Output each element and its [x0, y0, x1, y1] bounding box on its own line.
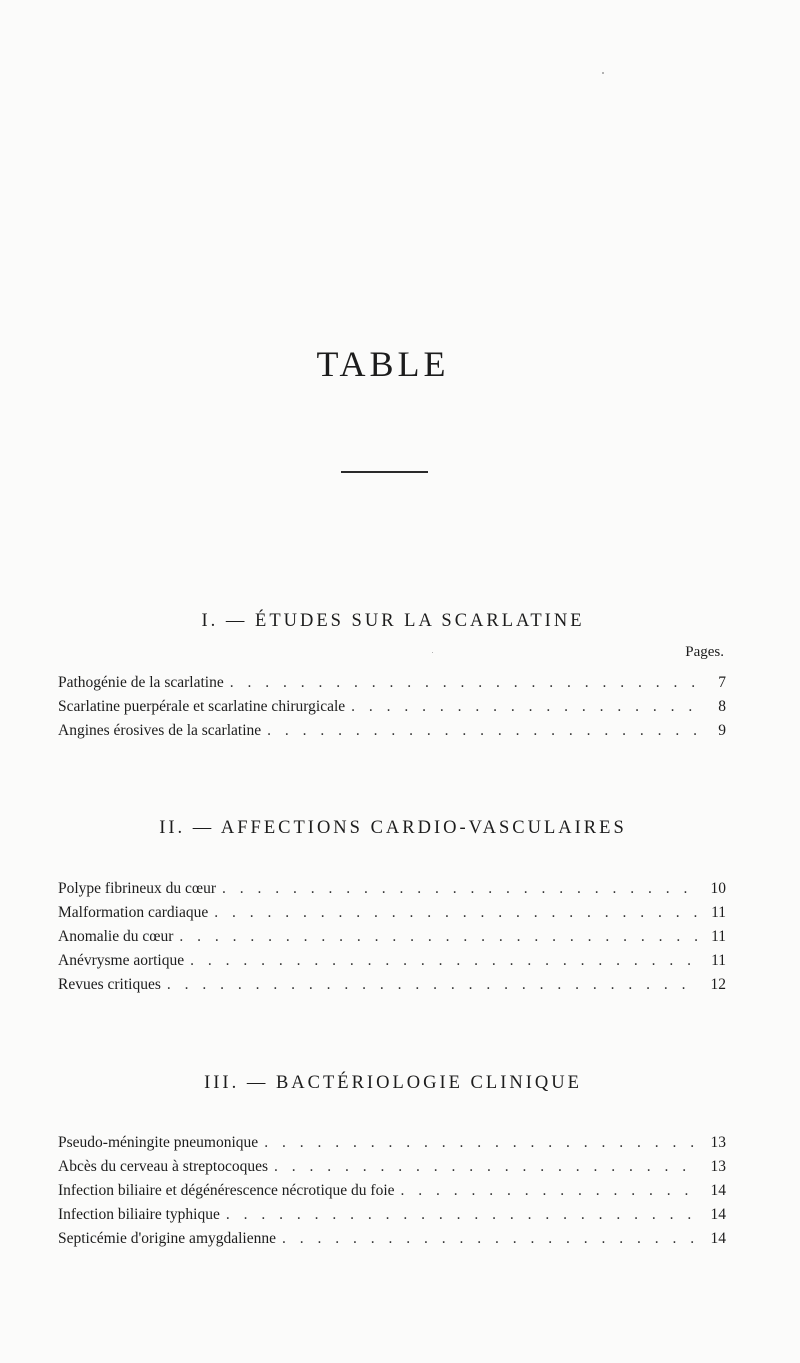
- toc-entry-page: 11: [711, 952, 726, 969]
- leader-dots: [274, 1158, 700, 1176]
- toc-entry-page: 12: [710, 976, 726, 993]
- toc-entry-text: Septicémie d'origine amygdalienne: [58, 1230, 276, 1247]
- toc-entry-page: 11: [711, 928, 726, 945]
- toc-entry-text: Scarlatine puerpérale et scarlatine chirurgicale: [58, 698, 346, 715]
- leader-dots: [264, 1134, 700, 1152]
- leader-dots: [401, 1182, 700, 1200]
- leader-dots: [230, 674, 700, 692]
- leader-dots: [351, 698, 700, 716]
- toc-entry-page: 14: [710, 1182, 726, 1199]
- paper-speck: [602, 72, 604, 74]
- toc-entry: [58, 674, 726, 698]
- toc-entry: [58, 722, 726, 746]
- toc-entry-text: Anévrysme aortique: [58, 952, 185, 969]
- toc-entry-page: 14: [710, 1230, 726, 1247]
- toc-entry-page: 13: [710, 1134, 726, 1151]
- leader-dots: [190, 952, 700, 970]
- toc-entry-text: Pseudo-méningite pneumonique: [58, 1134, 259, 1151]
- section-heading-1: I. — ÉTUDES SUR LA SCARLATINE: [201, 611, 585, 631]
- toc-entry: [58, 976, 726, 1000]
- section-2-entries: [58, 880, 726, 1000]
- toc-entry-page: 11: [711, 904, 726, 921]
- toc-entry-text: Pathogénie de la scarlatine: [58, 674, 224, 691]
- leader-dots: [179, 928, 700, 946]
- toc-entry: [58, 698, 726, 722]
- toc-entry-text: Malformation cardiaque: [58, 904, 209, 921]
- leader-dots: [167, 976, 700, 994]
- toc-entry-page: 8: [718, 698, 726, 715]
- toc-entry: [58, 1206, 726, 1230]
- section-heading-3: III. — BACTÉRIOLOGIE CLINIQUE: [204, 1073, 582, 1093]
- toc-entry-text: Abcès du cerveau à streptocoques: [58, 1158, 269, 1175]
- leader-dots: [214, 904, 700, 922]
- leader-dots: [267, 722, 700, 740]
- toc-entry-page: 7: [718, 674, 726, 691]
- toc-entry: [58, 904, 726, 928]
- toc-entry-text: Anomalie du cœur: [58, 928, 174, 945]
- toc-entry-page: 9: [718, 722, 726, 739]
- pages-column-label: Pages.: [685, 644, 724, 660]
- toc-entry: [58, 1182, 726, 1206]
- toc-entry-page: 13: [710, 1158, 726, 1175]
- toc-entry: [58, 952, 726, 976]
- toc-entry-text: Infection biliaire typhique: [58, 1206, 220, 1223]
- toc-entry: [58, 880, 726, 904]
- toc-entry: [58, 1158, 726, 1182]
- toc-entry: [58, 928, 726, 952]
- toc-entry-page: 14: [710, 1206, 726, 1223]
- section-3-entries: [58, 1134, 726, 1254]
- paper-speck: [432, 652, 433, 653]
- leader-dots: [282, 1230, 700, 1248]
- toc-entry-page: 10: [710, 880, 726, 897]
- page-title: TABLE: [316, 344, 450, 384]
- toc-entry-text: Revues critiques: [58, 976, 161, 993]
- toc-entry-text: Polype fibrineux du cœur: [58, 880, 216, 897]
- section-1-entries: [58, 674, 726, 746]
- leader-dots: [226, 1206, 700, 1224]
- toc-entry: [58, 1230, 726, 1254]
- toc-entry-text: Angines érosives de la scarlatine: [58, 722, 262, 739]
- section-heading-2: II. — AFFECTIONS CARDIO-VASCULAIRES: [159, 818, 627, 838]
- toc-entry: [58, 1134, 726, 1158]
- leader-dots: [222, 880, 700, 898]
- toc-entry-text: Infection biliaire et dégénérescence nécrotique du foie: [58, 1182, 395, 1199]
- title-rule: [341, 471, 428, 473]
